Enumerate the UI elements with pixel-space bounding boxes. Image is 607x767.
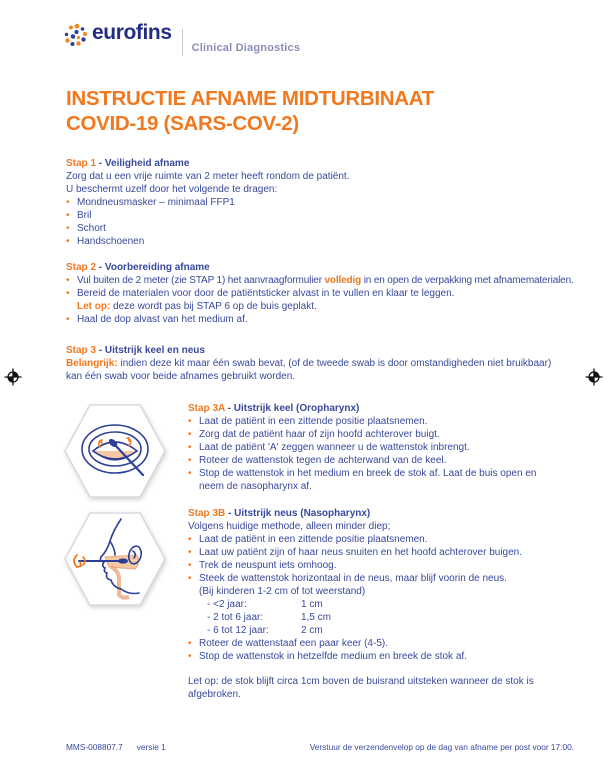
step3b-bullet-4 [188, 572, 590, 637]
step3b-note [188, 675, 590, 701]
step3-important-label: Belangrijk: [66, 358, 118, 369]
step3b-bullet-1: • Laat de patiënt in een zittende positie plaatsnemen. [188, 534, 428, 545]
step3b-bullet-5: • Roteer de wattenstaaf een paar keer (4-5). [188, 638, 388, 649]
step2-heading [66, 261, 593, 274]
step2-bullet-1 [66, 274, 593, 287]
bullet-dot: • [188, 638, 192, 649]
step1-bullet-1: • Mondneusmasker – minimaal FFP1 [66, 197, 235, 208]
bullet-dot: • [66, 314, 70, 325]
step2-bullet1-pre: Vul buiten de 2 meter (zie STAP 1) het aanvraagformulier [77, 275, 325, 286]
header [64, 21, 300, 56]
bullet-dot: • [188, 573, 192, 584]
age-row-1-value: 1 cm [301, 599, 323, 610]
section-step2 [66, 261, 593, 326]
bullet-dot: • [188, 547, 192, 558]
step3a-bullet-4: • Roteer de wattenstok tegen de achterwand van de keel. [188, 455, 447, 466]
age-row-3-label: - 6 tot 12 jaar: [207, 625, 269, 636]
step3a-label: Stap 3A [188, 403, 225, 414]
bullet-dot: • [188, 534, 192, 545]
age-row-2 [199, 611, 590, 624]
age-row-1-label: - <2 jaar: [207, 599, 247, 610]
step2-heading-text: - Voorbereiding afname [96, 262, 210, 273]
step3b-heading-text: - Uitstrijk neus (Nasopharynx) [225, 508, 371, 519]
step1-heading [66, 157, 593, 170]
age-row-2-label: - 2 tot 6 jaar: [207, 612, 264, 623]
step2-bullet1-post: in en open de verpakking met afnamematerialen. [361, 275, 574, 286]
step1-bullet-4: • Handschoenen [66, 236, 145, 247]
mouth-swab-illustration-icon [63, 403, 167, 499]
step3-important-line2: kan één swab voor beide afnames gebruikt worden. [66, 371, 296, 382]
brand-wordmark: eurofins [92, 21, 172, 44]
bullet-dot: • [66, 288, 70, 299]
step3a-bullet-3: • Laat de patiënt 'A' zeggen wanneer u de wattenstok inbrengt. [188, 442, 470, 453]
bullet-dot: • [66, 223, 70, 234]
nose-swab-illustration-icon [63, 511, 167, 607]
step3a-heading-text: - Uitstrijk keel (Oropharynx) [224, 403, 360, 414]
age-row-3 [199, 624, 590, 637]
footer-shipping-note: Verstuur de verzendenvelop op de dag van afname per post voor 17:00. [309, 742, 574, 752]
section-step1 [66, 157, 593, 248]
footer-document-id [66, 742, 166, 752]
page-title-line1: INSTRUCTIE AFNAME MIDTURBINAAT [66, 87, 434, 110]
step3b-note-line1: Let op: de stok blijft circa 1cm boven de buisrand uitsteken wanneer de stok is [188, 676, 534, 687]
section-step3 [66, 344, 593, 383]
bullet-dot: • [188, 651, 192, 662]
doc-version: versie 1 [136, 742, 166, 752]
step3a-bullet-1: • Laat de patiënt in een zittende positie plaatsnemen. [188, 416, 428, 427]
bullet-dot: • [188, 442, 192, 453]
step1-line1: Zorg dat u een vrije ruimte van 2 meter heeft rondom de patiënt. [66, 171, 350, 182]
logo-divider [182, 29, 183, 56]
section-step3a [188, 402, 590, 493]
hexagon-mouth [63, 403, 167, 504]
step1-heading-text: - Veiligheid afname [96, 158, 190, 169]
step3a-heading [188, 402, 590, 415]
eurofins-logo-icon [64, 23, 88, 49]
step3-label: Stap 3 [66, 345, 97, 356]
page-title-line2: COVID-19 (SARS-COV-2) [66, 112, 299, 135]
step3b-intro: Volgens huidige methode, alleen minder diep; [188, 521, 391, 532]
step3b-bullet4-line1: Steek de wattenstok horizontaal in de neus, maar blijf voorin de neus. [199, 573, 507, 584]
registration-mark-icon [4, 368, 22, 386]
step2-bullet-3: • Haal de dop alvast van het medium af. [66, 314, 248, 325]
bullet-dot: • [66, 275, 70, 286]
step3b-bullet-6: • Stop de wattenstok in hetzelfde medium en breek de stok af. [188, 651, 467, 662]
bullet-dot: • [66, 210, 70, 221]
division-label: Clinical Diagnostics [191, 42, 301, 54]
step1-label: Stap 1 [66, 158, 97, 169]
step3b-heading [188, 507, 590, 520]
step1-bullet-3: • Schort [66, 223, 106, 234]
registration-mark-icon [585, 368, 603, 386]
step3b-bullet-3: • Trek de neuspunt iets omhoog. [188, 560, 337, 571]
step2-note-label: Let op: [77, 301, 111, 312]
step3-important-line1 [66, 357, 593, 370]
page-title [66, 86, 434, 136]
step2-note [66, 300, 593, 313]
step2-note-text: deze wordt pas bij STAP 6 op de buis geplakt. [110, 301, 317, 312]
age-row-1 [199, 598, 590, 611]
age-row-2-value: 1,5 cm [301, 612, 332, 623]
age-row-3-value: 2 cm [301, 625, 323, 636]
bullet-dot: • [188, 560, 192, 571]
bullet-dot: • [66, 236, 70, 247]
step2-bullet1-emphasis: volledig [324, 275, 362, 286]
step3b-bullet-2: • Laat uw patiënt zijn of haar neus snuiten en het hoofd achterover buigen. [188, 547, 523, 558]
step3a-bullet-5: • Stop de wattenstok in het medium en breek de stok af. Laat de buis open en neem de nasopharynx af. [188, 468, 537, 492]
step1-bullet-2: • Bril [66, 210, 92, 221]
step3-important-text: indien deze kit maar één swab bevat, (of de tweede swab is door omstandigheden niet bruikbaar) [117, 358, 552, 369]
step2-label: Stap 2 [66, 262, 97, 273]
step2-bullet-2: • Bereid de materialen voor door de patiëntsticker alvast in te vullen en klaar te leggen. [66, 288, 455, 299]
step3-heading [66, 344, 593, 357]
bullet-dot: • [188, 429, 192, 440]
bullet-dot: • [66, 197, 70, 208]
bullet-dot: • [188, 455, 192, 466]
bullet-dot: • [188, 468, 192, 479]
step3b-label: Stap 3B [188, 508, 226, 519]
step3b-note-line2: afgebroken. [188, 689, 241, 700]
step3-heading-text: - Uitstrijk keel en neus [96, 345, 205, 356]
section-step3b [188, 507, 590, 701]
hexagon-nose [63, 511, 167, 612]
doc-id: MMS-008807.7 [66, 742, 123, 752]
bullet-dot: • [188, 416, 192, 427]
step1-line2: U beschermt uzelf door het volgende te dragen: [66, 184, 278, 195]
step3b-bullet4-line2: (Bij kinderen 1-2 cm of tot weerstand) [199, 586, 366, 597]
step3a-bullet-2: • Zorg dat de patiënt haar of zijn hoofd achterover buigt. [188, 429, 440, 440]
